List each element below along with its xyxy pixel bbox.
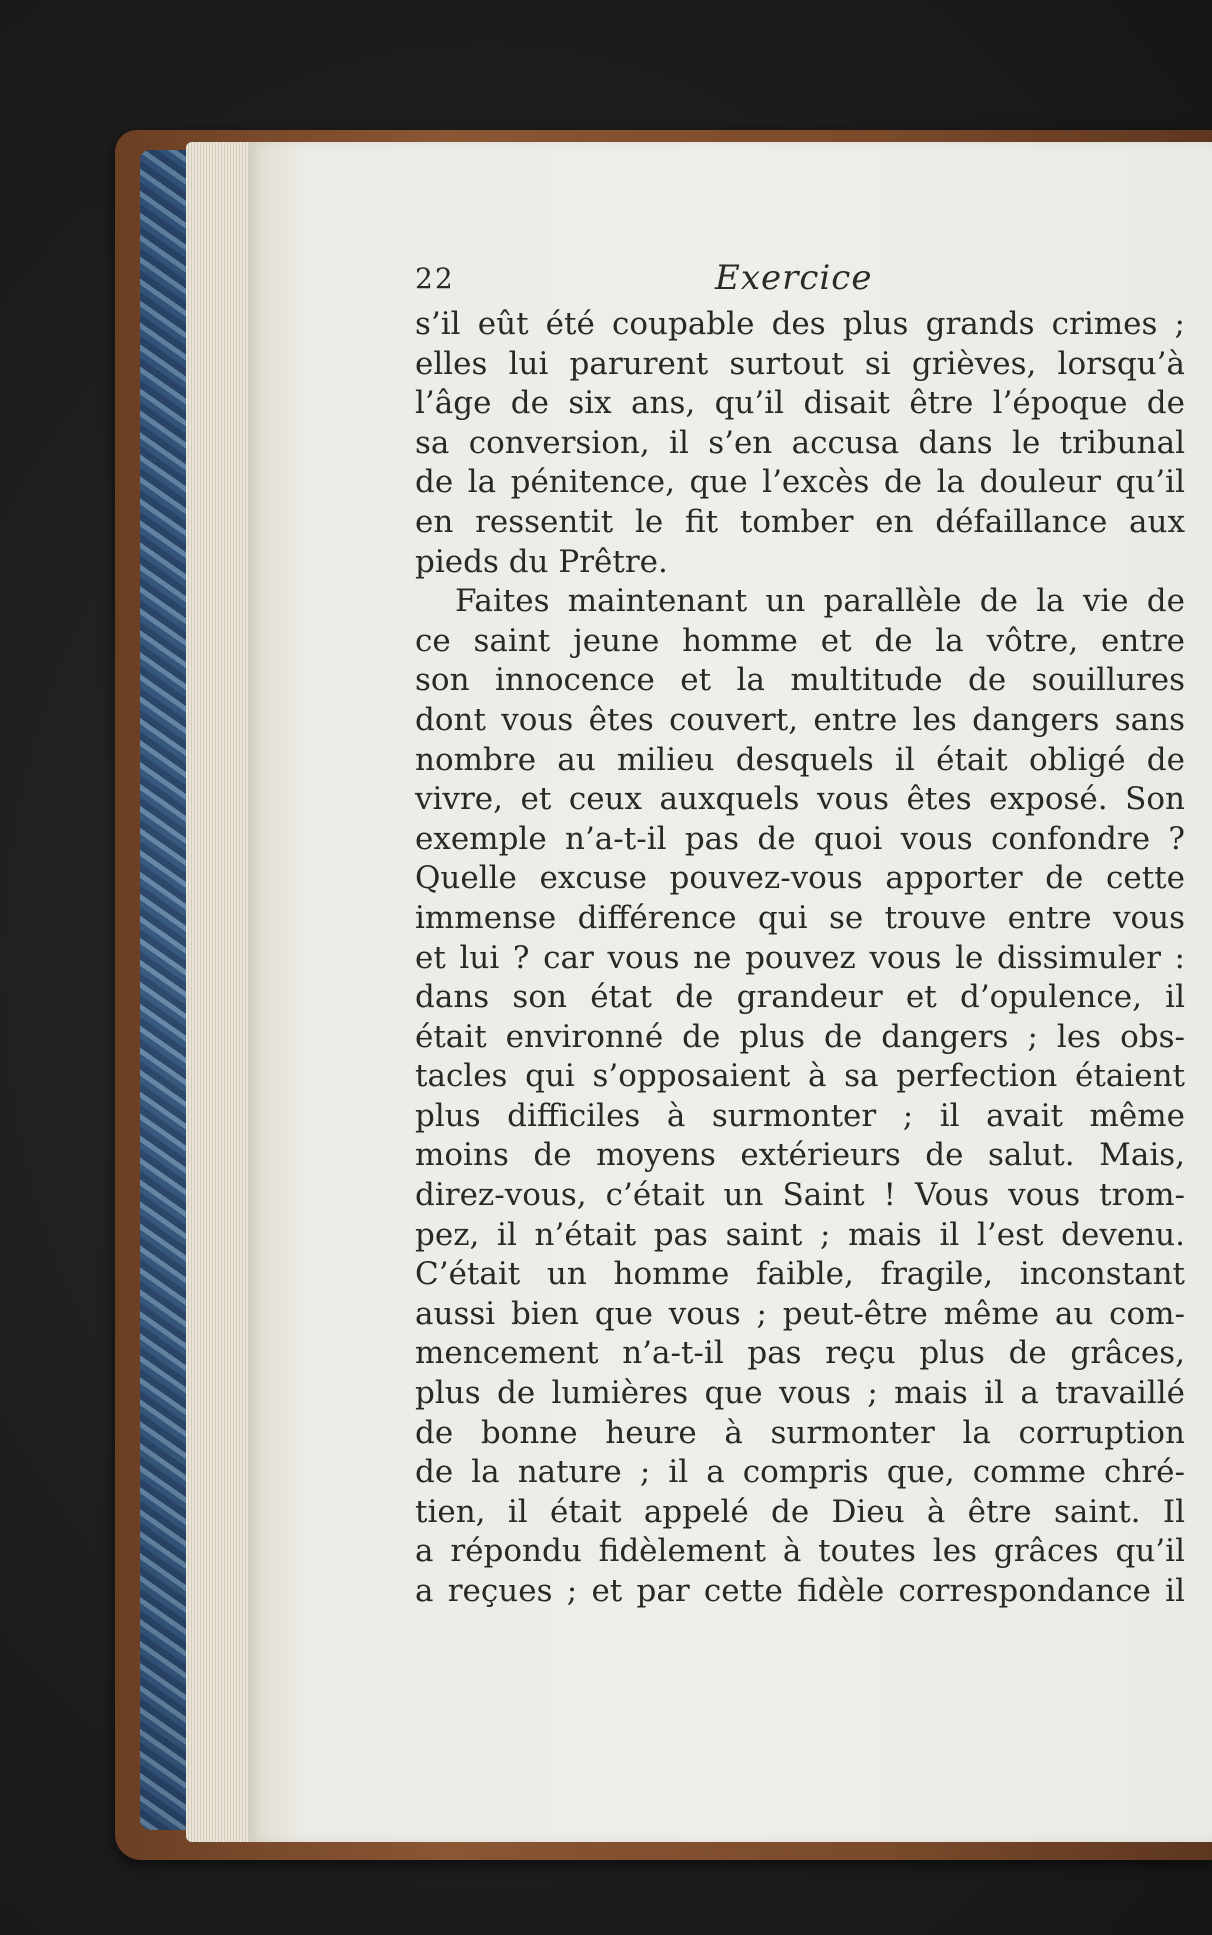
page-header (415, 258, 875, 302)
text-line: de la nature ; il a compris que, comme chré- (415, 1454, 1185, 1491)
text-line: aussi bien que vous ; peut-être même au com- (415, 1295, 1185, 1332)
text-line: tien, il était appelé de Dieu à être saint. Il (415, 1493, 1185, 1530)
text-line: a reçues ; et par cette fidèle correspondance il (415, 1573, 1185, 1609)
text-line: s’il eût été coupable des plus grands crimes ; (415, 306, 1185, 342)
text-line: elles lui parurent surtout si grièves, lorsqu’à (415, 345, 1185, 382)
text-line: immense différence qui se trouve entre vous (415, 899, 1185, 936)
text-line: Quelle excuse pouvez-vous apporter de cette (415, 860, 1185, 897)
text-line: C’était un homme faible, fragile, inconstant (415, 1256, 1185, 1293)
text-line: mencement n’a-t-il pas reçu plus de grâces, (415, 1335, 1185, 1372)
text-line: nombre au milieu desquels il était obligé de (415, 741, 1185, 778)
text-line: vivre, et ceux auxquels vous êtes exposé. Son (415, 781, 1185, 818)
page-number: 22 (415, 262, 455, 295)
text-line: pieds du Prêtre. (415, 543, 668, 580)
text-line: plus difficiles à surmonter ; il avait même (415, 1097, 1185, 1134)
text-line: de bonne heure à surmonter la corruption (415, 1414, 1185, 1451)
text-line: l’âge de six ans, qu’il disait être l’époque de (415, 385, 1185, 422)
text-line: moins de moyens extérieurs de salut. Mais, (415, 1137, 1185, 1174)
text-line: de la pénitence, que l’excès de la douleur qu’il (415, 464, 1185, 501)
text-line: dont vous êtes couvert, entre les dangers sans (415, 701, 1185, 738)
text-line: son innocence et la multitude de souillures (415, 662, 1185, 699)
text-line: a répondu fidèlement à toutes les grâces qu’il (415, 1533, 1185, 1570)
text-line: en ressentit le fit tomber en défaillance aux (415, 503, 1185, 540)
text-line: tacles qui s’opposaient à sa perfection étaient (415, 1058, 1185, 1095)
running-head: Exercice (715, 258, 873, 298)
text-line: direz-vous, c’était un Saint ! Vous vous trom- (415, 1177, 1185, 1214)
body-text (415, 305, 1185, 1612)
text-line: était environné de plus de dangers ; les obs- (415, 1018, 1185, 1055)
text-line: pez, il n’était pas saint ; mais il l’est devenu. (415, 1216, 1185, 1253)
text-line: plus de lumières que vous ; mais il a travaillé (415, 1375, 1185, 1412)
page-edges (186, 142, 256, 1842)
text-line: et lui ? car vous ne pouvez vous le dissimuler : (415, 939, 1185, 976)
text-line: ce saint jeune homme et de la vôtre, entre (415, 622, 1185, 659)
paragraph-start-line: Faites maintenant un parallèle de la vie de (455, 583, 1185, 620)
text-line: sa conversion, il s’en accusa dans le tribunal (415, 424, 1185, 461)
marbled-edge (140, 150, 186, 1830)
text-line: exemple n’a-t-il pas de quoi vous confondre ? (415, 820, 1185, 857)
text-line: dans son état de grandeur et d’opulence, il (415, 979, 1185, 1016)
